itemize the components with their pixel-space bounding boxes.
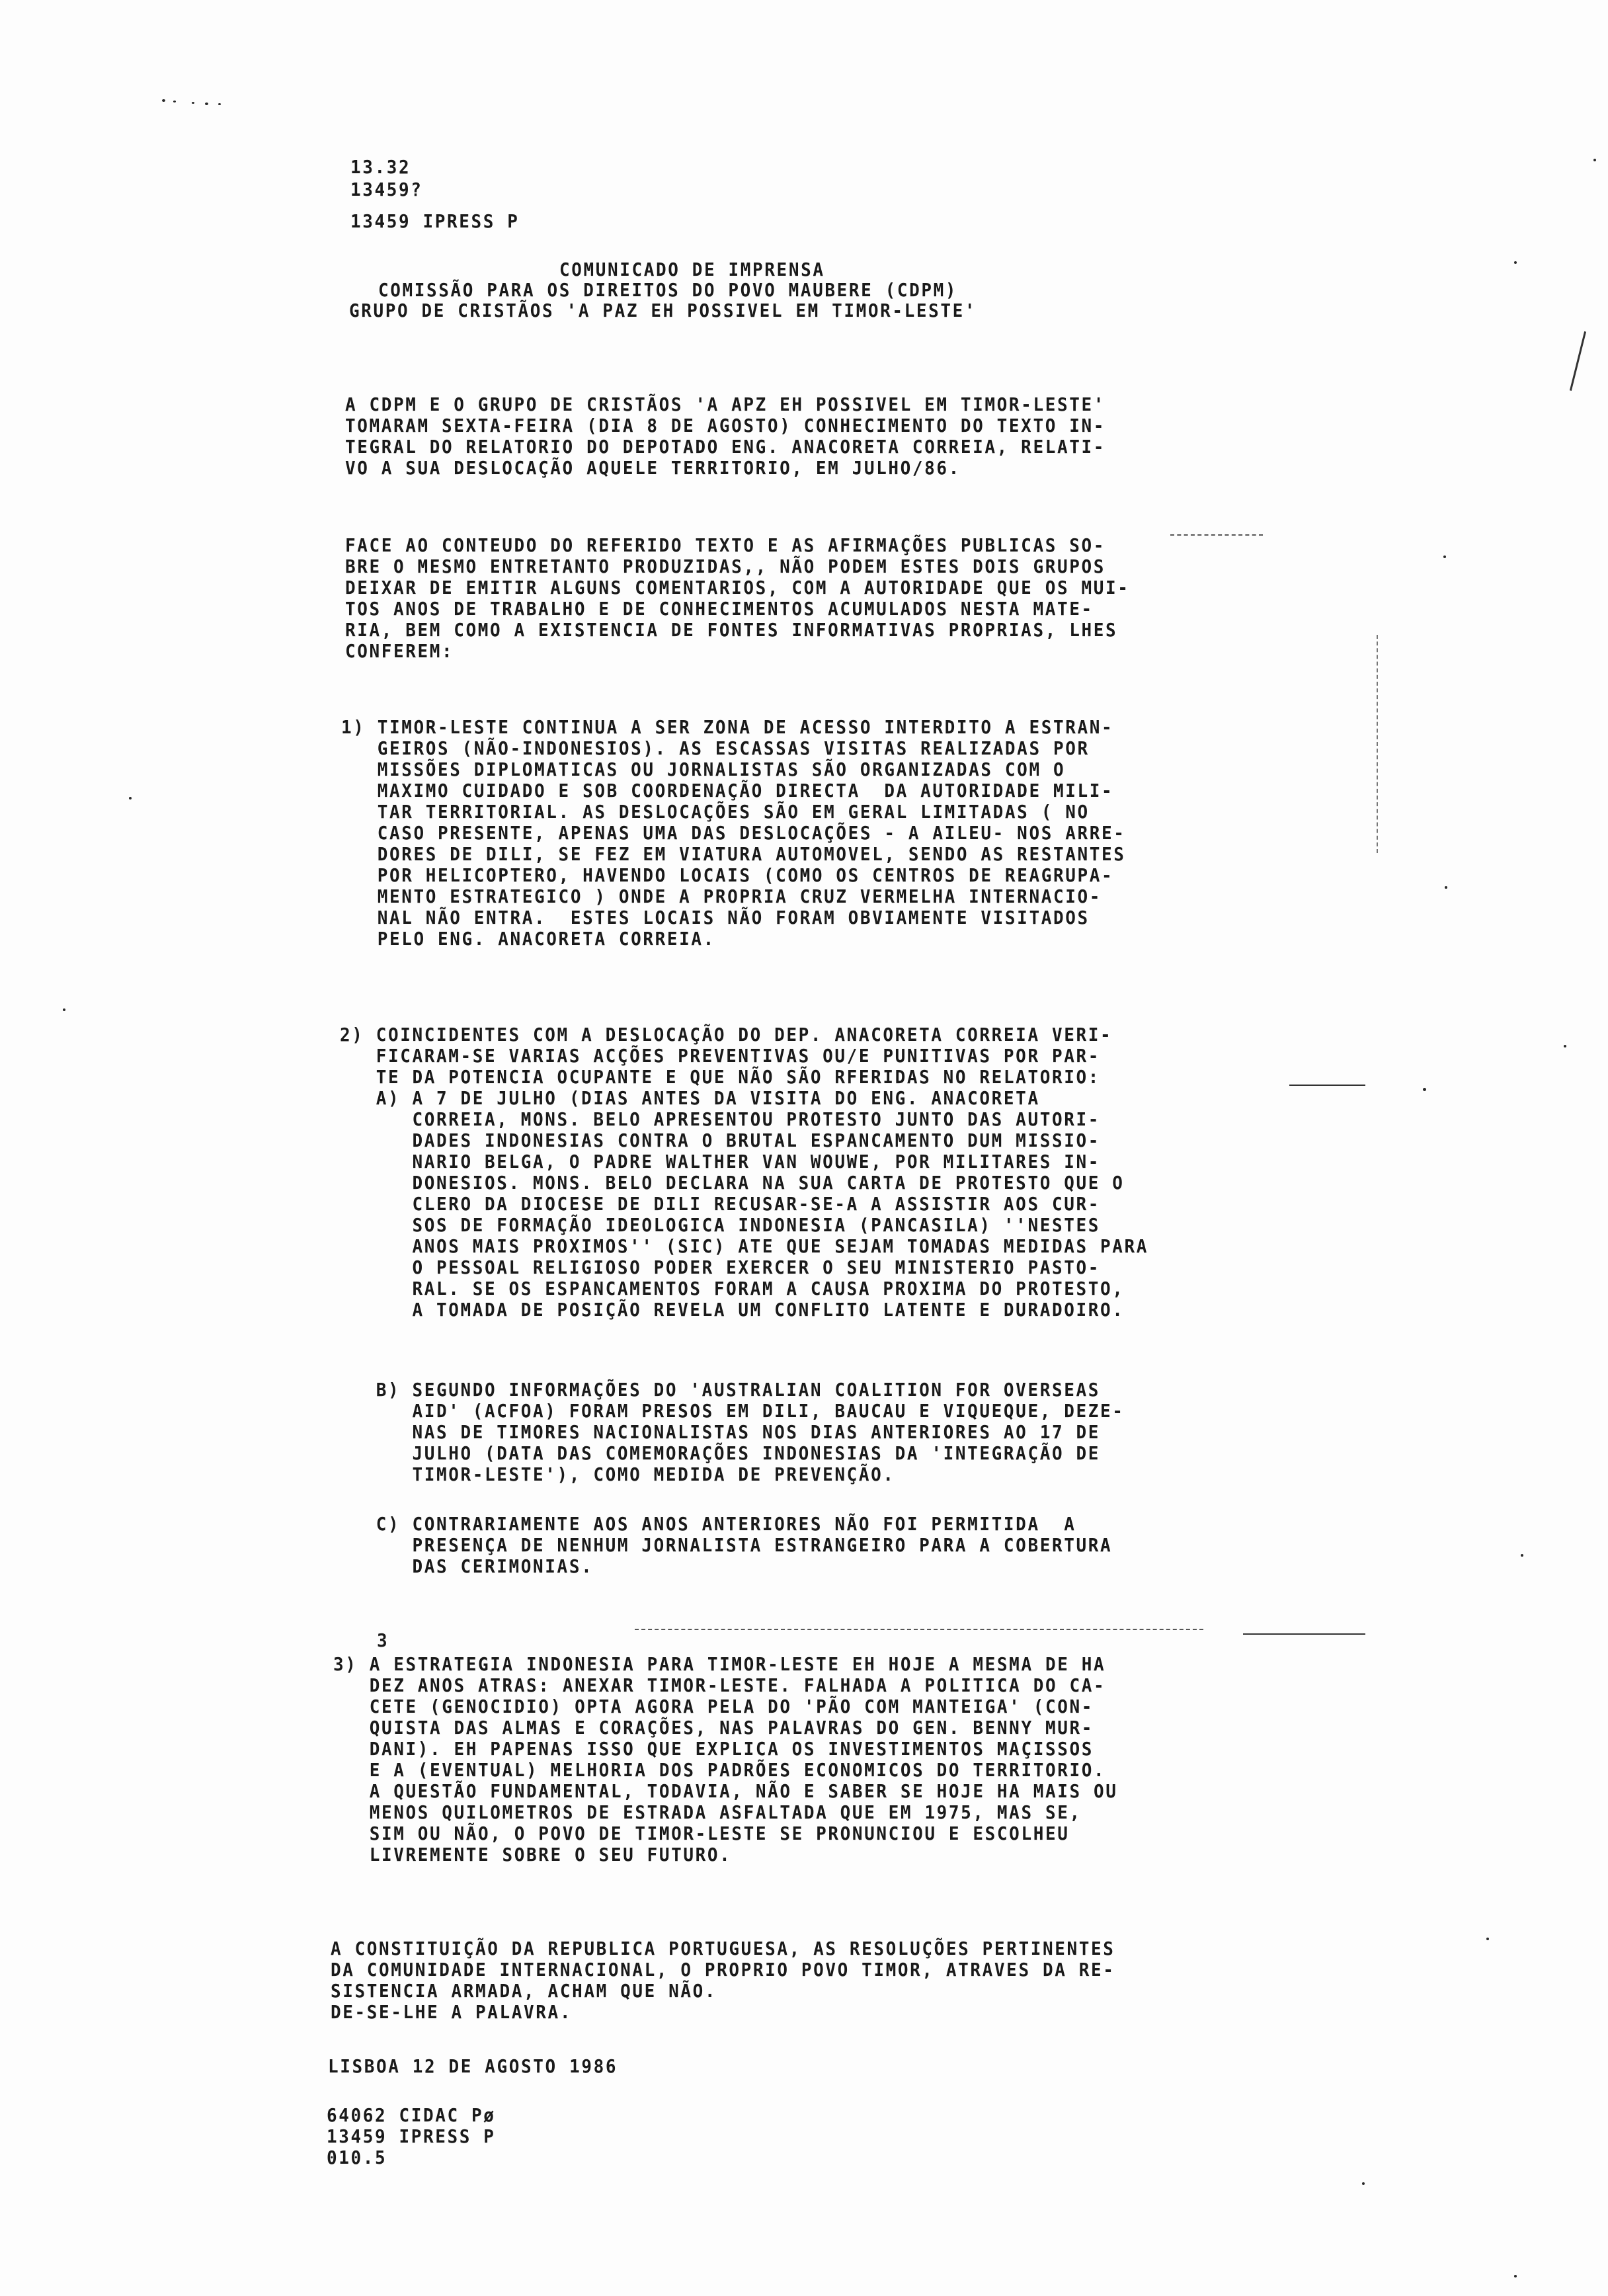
para2-line: CONFEREM: bbox=[345, 641, 454, 663]
item3-line: LIVREMENTE SOBRE O SEU FUTURO. bbox=[333, 1845, 732, 1866]
item2b-line: TIMOR-LESTE'), COMO MEDIDA DE PREVENÇÃO. bbox=[340, 1465, 895, 1486]
item2c-line: C) CONTRARIAMENTE AOS ANOS ANTERIORES NÃO FOI PERMITIDA A bbox=[340, 1514, 1076, 1536]
item1-line: POR HELICOPTERO, HAVENDO LOCAIS (COMO OS CENTROS DE REAGRUPA- bbox=[341, 866, 1114, 887]
item2-line: TE DA POTENCIA OCUPANTE E QUE NÃO SÃO RFERIDAS NO RELATORIO: bbox=[340, 1067, 1100, 1088]
title-line-1: COMUNICADO DE IMPRENSA bbox=[559, 260, 825, 281]
item2-line: ANOS MAIS PROXIMOS'' (SIC) ATE QUE SEJAM TOMADAS MEDIDAS PARA bbox=[340, 1237, 1148, 1258]
title-line-2: COMISSÃO PARA OS DIREITOS DO POVO MAUBERE (CDPM) bbox=[378, 280, 958, 302]
scan-speck bbox=[1445, 886, 1447, 889]
item2-line: O PESSOAL RELIGIOSO PODER EXERCER O SEU MINISTERIO PASTO- bbox=[340, 1258, 1100, 1279]
para1-line: TOMARAM SEXTA-FEIRA (DIA 8 DE AGOSTO) CONHECIMENTO DO TEXTO IN- bbox=[345, 416, 1106, 437]
item2-line: DONESIOS. MONS. BELO DECLARA NA SUA CARTA DE PROTESTO QUE O bbox=[340, 1173, 1125, 1194]
item3-marker: 3 bbox=[377, 1631, 389, 1652]
item3-line: QUISTA DAS ALMAS E CORAÇÕES, NAS PALAVRAS DO GEN. BENNY MUR- bbox=[333, 1718, 1094, 1739]
scan-rule bbox=[1289, 1085, 1365, 1086]
scan-speck bbox=[1514, 261, 1517, 264]
item1-line: NAL NÃO ENTRA. ESTES LOCAIS NÃO FORAM OBVIAMENTE VISITADOS bbox=[341, 908, 1090, 929]
item1-line: MISSÕES DIPLOMATICAS OU JORNALISTAS SÃO ORGANIZADAS COM O bbox=[341, 760, 1066, 781]
closing-line: A CONSTITUIÇÃO DA REPUBLICA PORTUGUESA, AS RESOLUÇÕES PERTINENTES bbox=[331, 1939, 1115, 1960]
scan-speck bbox=[205, 102, 208, 105]
item1-line: DORES DE DILI, SE FEZ EM VIATURA AUTOMOVEL, SENDO AS RESTANTES bbox=[341, 844, 1126, 866]
item3-line: SIM OU NÃO, O POVO DE TIMOR-LESTE SE PRONUNCIOU E ESCOLHEU bbox=[333, 1824, 1070, 1845]
scan-speck bbox=[1521, 1554, 1523, 1557]
scan-speck bbox=[1362, 2182, 1365, 2185]
item2-line: CLERO DA DIOCESE DE DILI RECUSAR-SE-A A ASSISTIR AOS CUR- bbox=[340, 1194, 1100, 1215]
item2-line: 2) COINCIDENTES COM A DESLOCAÇÃO DO DEP. ANACORETA CORREIA VERI- bbox=[340, 1025, 1113, 1046]
item3-line: E A (EVENTUAL) MELHORIA DOS PADRÕES ECONOMICOS DO TERRITORIO. bbox=[333, 1760, 1106, 1782]
dateline: LISBOA 12 DE AGOSTO 1986 bbox=[328, 2057, 618, 2078]
para1-line: A CDPM E O GRUPO DE CRISTÃOS 'A APZ EH POSSIVEL EM TIMOR-LESTE' bbox=[345, 395, 1106, 416]
para2-line: FACE AO CONTEUDO DO REFERIDO TEXTO E AS AFIRMAÇÕES PUBLICAS SO- bbox=[345, 536, 1106, 557]
scan-speck bbox=[173, 101, 176, 102]
item2b-line: AID' (ACFOA) FORAM PRESOS EM DILI, BAUCAU E VIQUEQUE, DEZE- bbox=[340, 1401, 1125, 1422]
closing-line: DE-SE-LHE A PALAVRA. bbox=[331, 2002, 573, 2024]
scan-speck bbox=[1564, 1045, 1566, 1047]
item2b-line: B) SEGUNDO INFORMAÇÕES DO 'AUSTRALIAN COALITION FOR OVERSEAS bbox=[340, 1380, 1100, 1401]
para2-line: TOS ANOS DE TRABALHO E DE CONHECIMENTOS ACUMULADOS NESTA MATE- bbox=[345, 599, 1094, 620]
item2b-line: NAS DE TIMORES NACIONALISTAS NOS DIAS ANTERIORES AO 17 DE bbox=[340, 1422, 1100, 1444]
footer-line-2: 13459 IPRESS P bbox=[327, 2127, 496, 2148]
item1-line: 1) TIMOR-LESTE CONTINUA A SER ZONA DE ACESSO INTERDITO A ESTRAN- bbox=[341, 718, 1114, 739]
item2-line: A) A 7 DE JULHO (DIAS ANTES DA VISITA DO ENG. ANACORETA bbox=[340, 1088, 1040, 1110]
item2b-line: JULHO (DATA DAS COMEMORAÇÕES INDONESIAS DA 'INTEGRAÇÃO DE bbox=[340, 1444, 1100, 1465]
scan-speck bbox=[1423, 1088, 1426, 1091]
closing-line: SISTENCIA ARMADA, ACHAM QUE NÃO. bbox=[331, 1981, 717, 2002]
scan-speck bbox=[63, 1008, 65, 1011]
item3-line: DEZ ANOS ATRAS: ANEXAR TIMOR-LESTE. FALHADA A POLITICA DO CA- bbox=[333, 1676, 1106, 1697]
item3-line: MENOS QUILOMETROS DE ESTRADA ASFALTADA QUE EM 1975, MAS SE, bbox=[333, 1803, 1082, 1824]
title-line-3: GRUPO DE CRISTÃOS 'A PAZ EH POSSIVEL EM TIMOR-LESTE' bbox=[349, 301, 977, 322]
scan-speck bbox=[218, 103, 221, 105]
footer-line-1: 64062 CIDAC Pø bbox=[327, 2106, 496, 2127]
para2-line: RIA, BEM COMO A EXISTENCIA DE FONTES INFORMATIVAS PROPRIAS, LHES bbox=[345, 620, 1118, 641]
item2-line: DADES INDONESIAS CONTRA O BRUTAL ESPANCAMENTO DUM MISSIO- bbox=[340, 1131, 1100, 1152]
item2-line: FICARAM-SE VARIAS ACÇÕES PREVENTIVAS OU/E PUNITIVAS POR PAR- bbox=[340, 1046, 1100, 1067]
item1-line: CASO PRESENTE, APENAS UMA DAS DESLOCAÇÕES - A AILEU- NOS ARRE- bbox=[341, 823, 1126, 844]
item1-line: PELO ENG. ANACORETA CORREIA. bbox=[341, 929, 715, 950]
item1-line: GEIROS (NÃO-INDONESIOS). AS ESCASSAS VISITAS REALIZADAS POR bbox=[341, 739, 1090, 760]
item3-line: A QUESTÃO FUNDAMENTAL, TODAVIA, NÃO E SABER SE HOJE HA MAIS OU bbox=[333, 1782, 1118, 1803]
scan-speck bbox=[192, 102, 194, 104]
item2-line: RAL. SE OS ESPANCAMENTOS FORAM A CAUSA PROXIMA DO PROTESTO, bbox=[340, 1279, 1125, 1300]
margin-line bbox=[1377, 635, 1378, 853]
header-line-2: 13459? bbox=[350, 180, 423, 201]
footer-line-3: 010.5 bbox=[327, 2148, 387, 2169]
scan-speck bbox=[129, 797, 132, 800]
scan-dash bbox=[1170, 534, 1263, 536]
item2-line: CORREIA, MONS. BELO APRESENTOU PROTESTO JUNTO DAS AUTORI- bbox=[340, 1110, 1100, 1131]
scan-speck bbox=[1514, 2275, 1517, 2277]
item2c-line: DAS CERIMONIAS. bbox=[340, 1557, 594, 1578]
item3-line: CETE (GENOCIDIO) OPTA AGORA PELA DO 'PÃO COM MANTEIGA' (CON- bbox=[333, 1697, 1094, 1718]
item3-line: DANI). EH PAPENAS ISSO QUE EXPLICA OS INVESTIMENTOS MAÇISSOS bbox=[333, 1739, 1094, 1760]
para2-line: BRE O MESMO ENTRETANTO PRODUZIDAS,, NÃO PODEM ESTES DOIS GRUPOS bbox=[345, 557, 1106, 578]
pen-mark bbox=[1570, 331, 1586, 391]
para1-line: TEGRAL DO RELATORIO DO DEPOTADO ENG. ANACORETA CORREIA, RELATI- bbox=[345, 437, 1106, 458]
para2-line: DEIXAR DE EMITIR ALGUNS COMENTARIOS, COM A AUTORIDADE QUE OS MUI- bbox=[345, 578, 1130, 599]
item1-line: MAXIMO CUIDADO E SOB COORDENAÇÃO DIRECTA DA AUTORIDADE MILI- bbox=[341, 781, 1114, 802]
item2-line: A TOMADA DE POSIÇÃO REVELA UM CONFLITO LATENTE E DURADOIRO. bbox=[340, 1300, 1125, 1321]
header-line-1: 13.32 bbox=[350, 157, 411, 179]
closing-line: DA COMUNIDADE INTERNACIONAL, O PROPRIO POVO TIMOR, ATRAVES DA RE- bbox=[331, 1960, 1115, 1981]
item2c-line: PRESENÇA DE NENHUM JORNALISTA ESTRANGEIRO PARA A COBERTURA bbox=[340, 1536, 1113, 1557]
scan-dash bbox=[635, 1629, 1203, 1630]
item2-line: SOS DE FORMAÇÃO IDEOLOGICA INDONESIA (PANCASILA) ''NESTES bbox=[340, 1215, 1100, 1237]
header-line-3: 13459 IPRESS P bbox=[350, 212, 520, 233]
item1-line: TAR TERRITORIAL. AS DESLOCAÇÕES SÃO EM GERAL LIMITADAS ( NO bbox=[341, 802, 1090, 823]
scan-speck bbox=[162, 99, 165, 102]
scan-speck bbox=[1486, 1938, 1489, 1940]
scan-speck bbox=[1443, 555, 1446, 558]
para1-line: VO A SUA DESLOCAÇÃO AQUELE TERRITORIO, EM JULHO/86. bbox=[345, 458, 961, 479]
scan-rule bbox=[1243, 1633, 1365, 1635]
item1-line: MENTO ESTRATEGICO ) ONDE A PROPRIA CRUZ VERMELHA INTERNACIO- bbox=[341, 887, 1102, 908]
item2-line: NARIO BELGA, O PADRE WALTHER VAN WOUWE, POR MILITARES IN- bbox=[340, 1152, 1100, 1173]
scan-speck bbox=[1593, 159, 1596, 161]
item3-line: 3) A ESTRATEGIA INDONESIA PARA TIMOR-LESTE EH HOJE A MESMA DE HA bbox=[333, 1655, 1106, 1676]
